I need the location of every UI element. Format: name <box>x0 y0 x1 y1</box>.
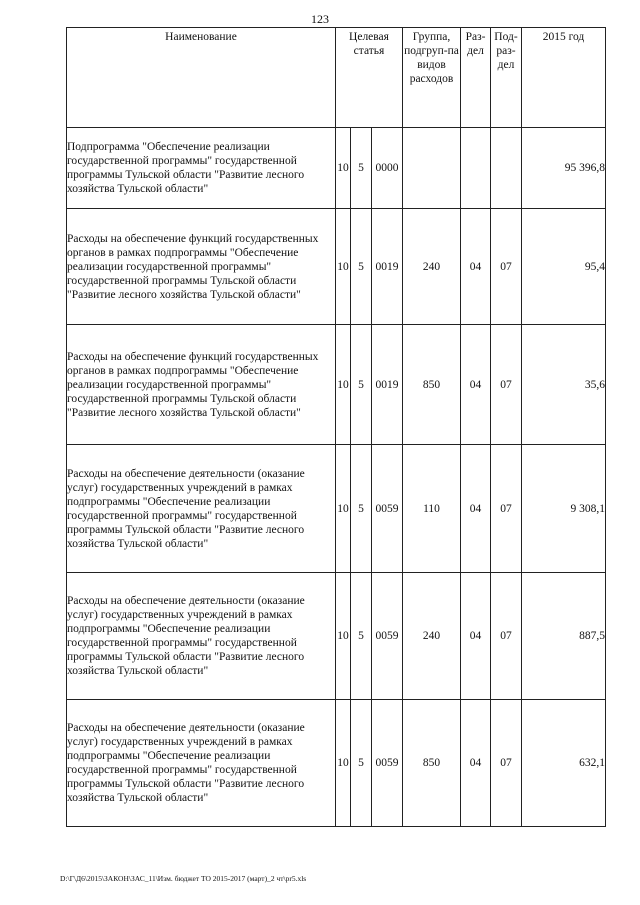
row-subsection <box>491 128 522 209</box>
table-row <box>67 573 606 700</box>
row-code-direction: 0059 <box>372 573 403 700</box>
row-code-direction: 0059 <box>372 445 403 573</box>
row-name: Расходы на обеспечение деятельности (оказание услуг) государственных учреждений в рамках подпрограммы "Обеспечение реализации государственной программы" государственной программы Тульской области "Развитие лесного хозяйства Тульской области" <box>67 445 336 573</box>
row-subsection: 07 <box>491 445 522 573</box>
row-code-subprogram: 5 <box>351 445 372 573</box>
row-expense-group: 240 <box>403 209 461 325</box>
row-code-subprogram: 5 <box>351 209 372 325</box>
row-name: Расходы на обеспечение функций государственных органов в рамках подпрограммы "Обеспечение реализации государственной программы" государственной программы Тульской области "Развитие лесного хозяйства Тульской области" <box>67 325 336 445</box>
table-row <box>67 445 606 573</box>
row-code-program: 10 <box>336 445 351 573</box>
header-year: 2015 год <box>522 28 606 128</box>
table-header-row <box>67 28 606 128</box>
row-amount: 95,4 <box>522 209 606 325</box>
budget-table <box>66 27 606 827</box>
row-expense-group: 850 <box>403 700 461 827</box>
row-subsection: 07 <box>491 573 522 700</box>
header-expense-group: Группа, подгруп-па видов расходов <box>403 28 461 128</box>
row-amount: 887,5 <box>522 573 606 700</box>
row-expense-group <box>403 128 461 209</box>
row-expense-group: 110 <box>403 445 461 573</box>
row-amount: 35,6 <box>522 325 606 445</box>
row-section: 04 <box>461 573 491 700</box>
row-section: 04 <box>461 325 491 445</box>
row-subsection: 07 <box>491 700 522 827</box>
row-name: Расходы на обеспечение деятельности (оказание услуг) государственных учреждений в рамках подпрограммы "Обеспечение реализации государственной программы" государственной программы Тульской области "Развитие лесного хозяйства Тульской области" <box>67 700 336 827</box>
row-section: 04 <box>461 700 491 827</box>
row-code-subprogram: 5 <box>351 700 372 827</box>
header-target-article: Целевая статья <box>336 28 403 128</box>
row-amount: 632,1 <box>522 700 606 827</box>
row-name: Расходы на обеспечение функций государственных органов в рамках подпрограммы "Обеспечение реализации государственной программы" государственной программы Тульской области "Развитие лесного хозяйства Тульской области" <box>67 209 336 325</box>
row-code-direction: 0000 <box>372 128 403 209</box>
row-code-program: 10 <box>336 325 351 445</box>
row-expense-group: 850 <box>403 325 461 445</box>
row-section <box>461 128 491 209</box>
table-row <box>67 128 606 209</box>
table-row <box>67 325 606 445</box>
row-name: Подпрограмма "Обеспечение реализации государственной программы" государственной программы Тульской области "Развитие лесного хозяйства Тульской области" <box>67 128 336 209</box>
row-code-subprogram: 5 <box>351 325 372 445</box>
row-code-subprogram: 5 <box>351 573 372 700</box>
row-expense-group: 240 <box>403 573 461 700</box>
header-name: Наименование <box>67 28 336 128</box>
row-name: Расходы на обеспечение деятельности (оказание услуг) государственных учреждений в рамках подпрограммы "Обеспечение реализации государственной программы" государственной программы Тульской области "Развитие лесного хозяйства Тульской области" <box>67 573 336 700</box>
row-code-subprogram: 5 <box>351 128 372 209</box>
header-section: Раз-дел <box>461 28 491 128</box>
page-number: 123 <box>311 12 329 26</box>
row-code-program: 10 <box>336 700 351 827</box>
row-section: 04 <box>461 445 491 573</box>
row-code-program: 10 <box>336 128 351 209</box>
row-subsection: 07 <box>491 209 522 325</box>
file-path-footer: D:\Г\Д6\2015\ЗАКОН\ЗАС_11\Изм. бюджет ТО 2015-2017 (март)_2 чт\pr5.xls <box>60 874 307 883</box>
row-amount: 95 396,8 <box>522 128 606 209</box>
row-code-direction: 0059 <box>372 700 403 827</box>
row-code-direction: 0019 <box>372 209 403 325</box>
table-row <box>67 209 606 325</box>
row-code-program: 10 <box>336 573 351 700</box>
row-subsection: 07 <box>491 325 522 445</box>
header-subsection: Под-раз-дел <box>491 28 522 128</box>
row-section: 04 <box>461 209 491 325</box>
row-code-direction: 0019 <box>372 325 403 445</box>
row-amount: 9 308,1 <box>522 445 606 573</box>
table-row <box>67 700 606 827</box>
row-code-program: 10 <box>336 209 351 325</box>
